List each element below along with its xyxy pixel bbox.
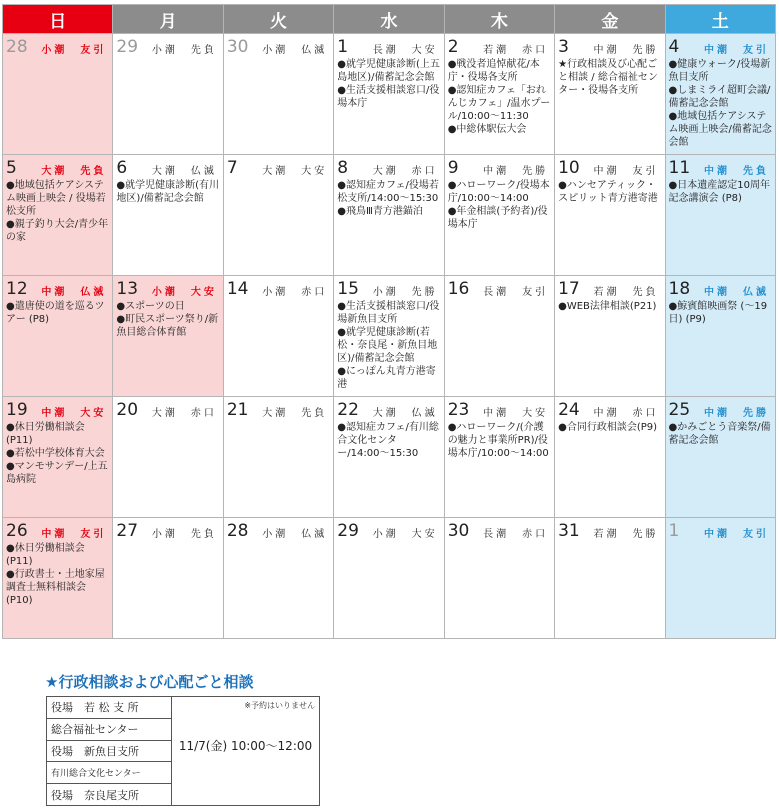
event-item: ●休日労働相談会(P11) <box>6 543 85 567</box>
day-header <box>6 399 109 419</box>
day-header <box>337 157 440 177</box>
day-number: 24 <box>558 400 580 420</box>
tide-rokuyo-label: 小潮 仏滅 <box>262 45 328 56</box>
day-header <box>669 520 772 540</box>
weekday-header-friday: 金 <box>555 5 665 34</box>
day-number: 1 <box>668 521 680 541</box>
event-list <box>337 58 440 110</box>
weekday-header-sunday: 日 <box>3 5 113 34</box>
tide-rokuyo-label: 中潮 大安 <box>41 408 107 419</box>
consultation-time-cell <box>172 697 320 806</box>
day-number: 9 <box>447 158 459 178</box>
calendar-day-cell <box>223 34 333 155</box>
calendar-day-cell <box>555 34 665 155</box>
event-item: ●健康ウォーク/役場新魚目支所 <box>668 59 771 83</box>
day-number: 15 <box>337 279 359 299</box>
tide-rokuyo-label: 大潮 赤口 <box>372 166 438 177</box>
tide-rokuyo-label: 小潮 先負 <box>151 45 217 56</box>
calendar-day-cell <box>223 518 333 639</box>
calendar-day-cell <box>3 397 113 518</box>
event-item: ●町民スポーツ祭り/新魚目総合体育館 <box>116 314 219 338</box>
event-item: ●若松中学校体育大会 <box>6 448 105 459</box>
day-header <box>558 157 661 177</box>
tide-rokuyo-label: 大潮 先負 <box>262 408 328 419</box>
event-item: ●生活支援相談窓口/役場新魚目支所 <box>337 301 440 325</box>
day-number: 3 <box>558 37 569 57</box>
event-list <box>558 179 661 205</box>
consultation-note: ※予約はいりません <box>244 701 315 710</box>
event-item: ●生活支援相談窓口/役場本庁 <box>337 85 440 109</box>
event-item: ●親子釣り大会/青少年の家 <box>6 219 109 243</box>
event-item: ●行政書士・土地家屋調査士無料相談会(P10) <box>6 569 105 606</box>
calendar-week-row <box>3 34 776 155</box>
event-item: ●合同行政相談会(P9) <box>558 422 658 433</box>
tide-rokuyo-label: 中潮 大安 <box>483 408 549 419</box>
event-list <box>669 421 772 447</box>
event-item: ●就学児健康診断(若松・奈良尾・新魚目地区)/備蓄記念会館 <box>337 327 438 364</box>
calendar-day-cell <box>555 155 665 276</box>
tide-rokuyo-label: 中潮 友引 <box>593 166 659 177</box>
event-list <box>337 179 440 218</box>
day-header <box>116 399 219 419</box>
event-list <box>448 58 551 136</box>
calendar-day-cell <box>334 518 444 639</box>
day-number: 1 <box>337 37 349 57</box>
day-header <box>669 36 772 56</box>
event-list <box>116 179 219 205</box>
event-list <box>6 300 109 326</box>
tide-rokuyo-label: 若潮 赤口 <box>483 45 549 56</box>
event-item: ●にっぽん丸青方港寄港 <box>337 366 436 390</box>
tide-rokuyo-label: 大潮 大安 <box>262 166 328 177</box>
day-header <box>6 520 109 540</box>
tide-rokuyo-label: 小潮 先負 <box>151 529 217 540</box>
calendar-week-row <box>3 518 776 639</box>
calendar-day-cell <box>665 518 775 639</box>
day-number: 22 <box>337 400 359 420</box>
calendar-day-cell <box>665 397 775 518</box>
day-header <box>448 157 551 177</box>
day-header <box>6 278 109 298</box>
day-number: 7 <box>226 158 238 178</box>
event-list <box>337 300 440 391</box>
tide-rokuyo-label: 中潮 友引 <box>704 45 769 56</box>
day-header <box>116 520 219 540</box>
calendar-day-cell <box>444 397 554 518</box>
tide-rokuyo-label: 長潮 赤口 <box>483 529 549 540</box>
event-item: ★行政相談及び心配ごと相談 / 総合福祉センター・役場各支所 <box>558 59 658 96</box>
calendar-day-cell <box>334 155 444 276</box>
day-number: 6 <box>116 158 128 178</box>
day-header <box>558 520 661 540</box>
event-item: ●ハローワーク/役場本庁/10:00〜14:00 <box>447 180 550 204</box>
tide-rokuyo-label: 大潮 仏滅 <box>372 408 438 419</box>
tide-rokuyo-label: 小潮 赤口 <box>262 287 328 298</box>
calendar-week-row <box>3 397 776 518</box>
calendar-body <box>3 34 776 639</box>
event-list <box>558 58 661 97</box>
tide-rokuyo-label: 若潮 先勝 <box>593 529 659 540</box>
weekday-header-row <box>3 5 776 34</box>
calendar-day-cell <box>665 155 775 276</box>
day-header <box>669 399 772 419</box>
calendar-grid <box>2 4 776 639</box>
calendar-day-cell <box>223 276 333 397</box>
tide-rokuyo-label: 大潮 仏滅 <box>151 166 217 177</box>
tide-rokuyo-label: 大潮 先負 <box>41 166 107 177</box>
day-number: 18 <box>668 279 691 299</box>
tide-rokuyo-label: 中潮 赤口 <box>593 408 659 419</box>
tide-rokuyo-label: 中潮 友引 <box>41 529 107 540</box>
day-number: 20 <box>116 400 139 420</box>
tide-rokuyo-label: 小潮 仏滅 <box>262 529 328 540</box>
day-number: 14 <box>226 279 249 299</box>
calendar-day-cell <box>334 276 444 397</box>
day-header <box>116 36 219 56</box>
consultation-place: 役場 奈良尾支所 <box>47 784 172 806</box>
day-number: 29 <box>116 37 139 57</box>
event-item: ●戦没者追悼献花/本庁・役場各支所 <box>447 59 540 83</box>
event-item: ●マンモサンデー/上五島病院 <box>6 461 108 485</box>
day-header <box>227 399 330 419</box>
day-header <box>227 520 330 540</box>
consultation-table <box>46 696 320 806</box>
calendar-day-cell <box>3 518 113 639</box>
calendar-day-cell <box>444 518 554 639</box>
day-header <box>337 399 440 419</box>
tide-rokuyo-label: 長潮 大安 <box>372 45 438 56</box>
day-header <box>558 278 661 298</box>
weekday-header-tuesday: 火 <box>223 5 333 34</box>
tide-rokuyo-label: 中潮 友引 <box>704 529 769 540</box>
event-item: ●鯨賓館映画祭 (〜19日) (P9) <box>668 301 768 325</box>
tide-rokuyo-label: 中潮 仏滅 <box>704 287 769 298</box>
day-header <box>227 157 330 177</box>
event-item: ●飛鳥Ⅲ青方港錨泊 <box>337 206 423 217</box>
event-item: ●年金相談(予約者)/役場本庁 <box>447 206 548 230</box>
day-header <box>337 36 440 56</box>
day-header <box>227 36 330 56</box>
event-item: ●遣唐使の道を巡るツアー (P8) <box>6 301 105 325</box>
event-item: ●かみごとう音楽祭/備蓄記念会館 <box>668 422 771 446</box>
day-number: 26 <box>6 521 28 541</box>
consultation-place: 役場 若 松 支 所 <box>47 697 172 719</box>
consultation-place: 総合福祉センター <box>47 718 172 740</box>
calendar-day-cell <box>113 518 223 639</box>
calendar-day-cell <box>3 155 113 276</box>
calendar-day-cell <box>113 276 223 397</box>
day-header <box>227 278 330 298</box>
day-number: 21 <box>226 400 249 420</box>
event-list <box>6 421 109 486</box>
day-header <box>337 278 440 298</box>
day-header <box>116 278 219 298</box>
tide-rokuyo-label: 中潮 先勝 <box>593 45 659 56</box>
event-list <box>337 421 440 460</box>
consultation-place: 有川総合文化センター <box>47 762 172 784</box>
event-item: ●認知症カフェ/有川総合文化センター/14:00〜15:30 <box>337 422 439 459</box>
day-number: 30 <box>226 37 249 57</box>
day-header <box>448 278 551 298</box>
calendar-day-cell <box>665 276 775 397</box>
tide-rokuyo-label: 中潮 先負 <box>704 166 769 177</box>
consultation-row <box>47 697 320 719</box>
day-number: 17 <box>558 279 580 299</box>
tide-rokuyo-label: 中潮 先勝 <box>704 408 769 419</box>
calendar-day-cell <box>113 34 223 155</box>
day-number: 10 <box>558 158 580 178</box>
tide-rokuyo-label: 小潮 大安 <box>151 287 217 298</box>
day-number: 29 <box>337 521 359 541</box>
day-header <box>448 520 551 540</box>
event-list <box>669 300 772 326</box>
day-header <box>448 399 551 419</box>
consultation-time: 11/7(金) 10:00〜12:00 <box>178 739 313 753</box>
event-item: ●就学児健康診断(有川地区)/備蓄記念会館 <box>116 180 220 204</box>
calendar-day-cell <box>334 397 444 518</box>
event-item: ●就学児健康診断(上五島地区)/備蓄記念会館 <box>337 59 440 83</box>
calendar-day-cell <box>3 276 113 397</box>
day-number: 13 <box>116 279 139 299</box>
day-number: 12 <box>6 279 28 299</box>
calendar-day-cell <box>113 155 223 276</box>
consultation-place: 役場 新魚目支所 <box>47 740 172 762</box>
day-number: 28 <box>6 37 28 57</box>
day-number: 25 <box>668 400 691 420</box>
event-list <box>669 58 772 149</box>
calendar-day-cell <box>223 397 333 518</box>
calendar-week-row <box>3 155 776 276</box>
tide-rokuyo-label: 小潮 友引 <box>41 45 107 56</box>
event-list <box>6 179 109 244</box>
calendar-day-cell <box>665 34 775 155</box>
calendar-day-cell <box>444 34 554 155</box>
event-list <box>6 542 109 607</box>
calendar-day-cell <box>334 34 444 155</box>
event-list <box>558 421 661 434</box>
day-number: 31 <box>558 521 580 541</box>
event-item: ●しまミライ超町会議/備蓄記念会館 <box>668 85 771 109</box>
day-header <box>558 36 661 56</box>
day-number: 28 <box>226 521 249 541</box>
day-number: 8 <box>337 158 349 178</box>
day-header <box>669 278 772 298</box>
calendar-day-cell <box>555 397 665 518</box>
weekday-header-thursday: 木 <box>444 5 554 34</box>
event-item: ●日本遺産認定10周年記念講演会 (P8) <box>668 180 770 204</box>
tide-rokuyo-label: 若潮 先負 <box>593 287 659 298</box>
day-header <box>6 36 109 56</box>
tide-rokuyo-label: 中潮 先勝 <box>483 166 549 177</box>
calendar-day-cell <box>555 276 665 397</box>
event-item: ●地域包括ケアシステム映画上映会/備蓄記念会館 <box>668 111 772 148</box>
calendar-day-cell <box>555 518 665 639</box>
day-header <box>116 157 219 177</box>
tide-rokuyo-label: 大潮 赤口 <box>151 408 217 419</box>
event-item: ●WEB法律相談(P21) <box>558 301 657 312</box>
event-list <box>558 300 661 313</box>
day-number: 4 <box>668 37 680 57</box>
calendar-day-cell <box>444 155 554 276</box>
day-header <box>448 36 551 56</box>
day-number: 11 <box>668 158 691 178</box>
day-number: 16 <box>447 279 470 299</box>
weekday-header-monday: 月 <box>113 5 223 34</box>
day-header <box>337 520 440 540</box>
event-list <box>448 421 551 460</box>
day-number: 5 <box>6 158 17 178</box>
event-list <box>116 300 219 339</box>
calendar-day-cell <box>3 34 113 155</box>
day-number: 27 <box>116 521 139 541</box>
day-header <box>558 399 661 419</box>
tide-rokuyo-label: 中潮 仏滅 <box>41 287 107 298</box>
calendar-day-cell <box>223 155 333 276</box>
calendar-day-cell <box>444 276 554 397</box>
event-item: ●認知症カフェ「おれんじカフェ」/温水プール/10:00〜11:30 <box>447 85 551 122</box>
day-number: 23 <box>447 400 470 420</box>
event-item: ●スポーツの日 <box>116 301 185 312</box>
event-item: ●ハンセアティック・スピリット青方港寄港 <box>558 180 658 204</box>
weekday-header-wednesday: 水 <box>334 5 444 34</box>
tide-rokuyo-label: 長潮 友引 <box>483 287 549 298</box>
day-header <box>669 157 772 177</box>
day-number: 30 <box>447 521 470 541</box>
event-item: ●ハローワーク/(介護の魅力と事業所PR)/役場本庁/10:00〜14:00 <box>447 422 549 459</box>
day-number: 19 <box>6 400 28 420</box>
consultation-title: ★行政相談および心配ごと相談 <box>45 673 254 691</box>
calendar-week-row <box>3 276 776 397</box>
tide-rokuyo-label: 小潮 先勝 <box>372 287 438 298</box>
day-number: 2 <box>447 37 459 57</box>
event-item: ●中総体駅伝大会 <box>447 124 527 135</box>
event-list <box>669 179 772 205</box>
day-header <box>6 157 109 177</box>
event-list <box>448 179 551 231</box>
event-item: ●認知症カフェ/役場若松支所/14:00〜15:30 <box>337 180 439 204</box>
event-item: ●休日労働相談会(P11) <box>6 422 85 446</box>
event-item: ●地域包括ケアシステム映画上映会 / 役場若松支所 <box>6 180 106 217</box>
tide-rokuyo-label: 小潮 大安 <box>372 529 438 540</box>
weekday-header-saturday: 土 <box>665 5 775 34</box>
calendar-day-cell <box>113 397 223 518</box>
